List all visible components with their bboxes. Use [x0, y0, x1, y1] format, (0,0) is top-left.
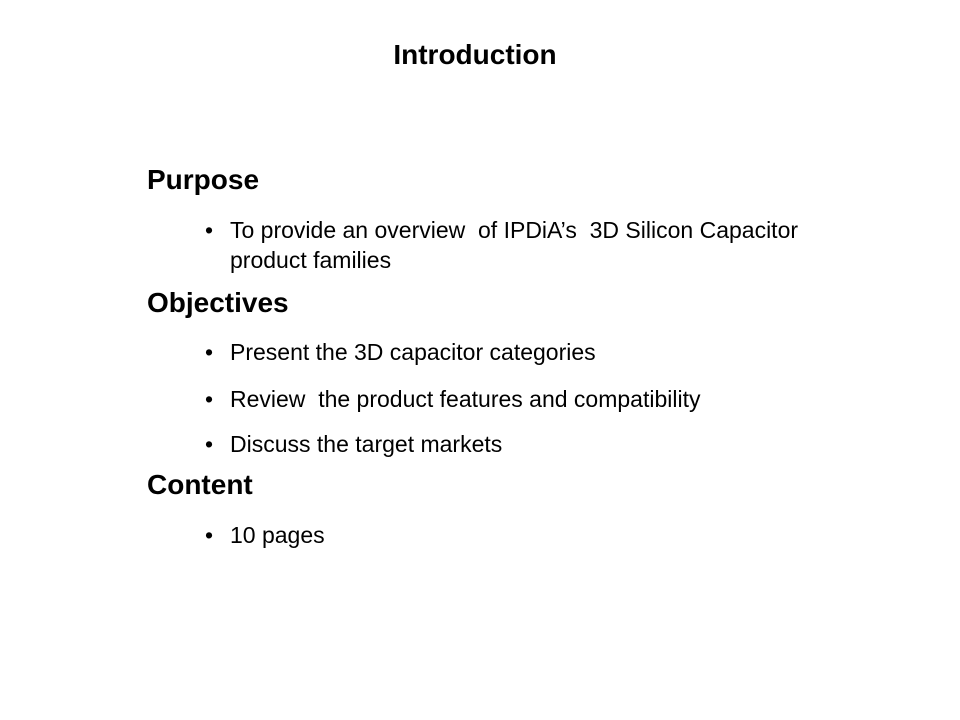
- bullet-item: [205, 384, 700, 414]
- section-heading-purpose: Purpose: [147, 164, 260, 195]
- section-heading-content: Content: [147, 469, 253, 500]
- bullet-icon: •: [205, 386, 214, 412]
- bullet-icon: •: [205, 431, 214, 457]
- bullet-item: [205, 215, 822, 275]
- section-heading-objectives: Objectives: [147, 287, 289, 318]
- bullet-icon: •: [205, 339, 214, 365]
- bullet-text: To provide an overview of IPDiA’s 3D Silicon Capacitor product families: [230, 217, 805, 273]
- bullet-text: Present the 3D capacitor categories: [230, 339, 596, 365]
- bullet-text: Discuss the target markets: [230, 431, 503, 457]
- bullet-item: [205, 429, 502, 459]
- slide-title: Introduction: [393, 39, 557, 70]
- bullet-text: Review the product features and compatibility: [230, 386, 701, 412]
- bullet-item: [205, 520, 325, 550]
- bullet-text: 10 pages: [230, 522, 325, 548]
- bullet-icon: •: [205, 217, 214, 243]
- bullet-icon: •: [205, 522, 214, 548]
- bullet-item: [205, 337, 596, 367]
